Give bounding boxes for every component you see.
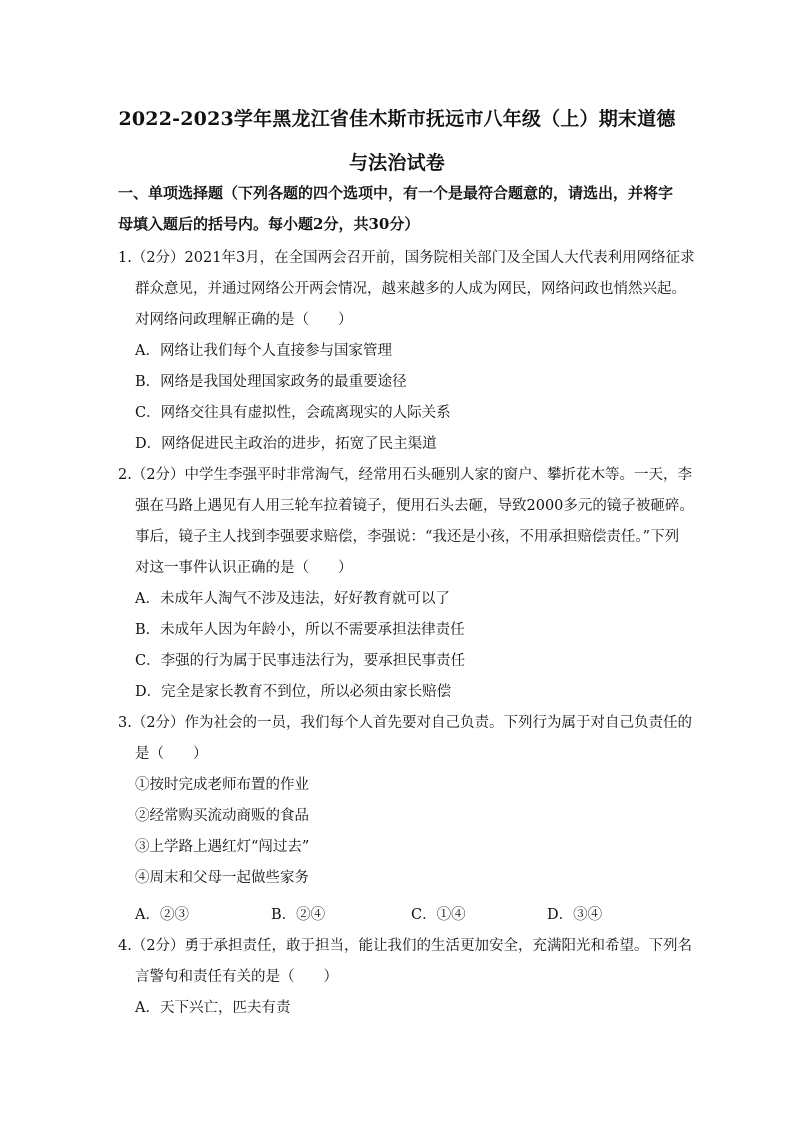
q3-option-b: B．②④: [271, 907, 326, 923]
q3-option-d: D．③④: [547, 907, 603, 923]
q3-line-2: 是（ ）: [135, 746, 208, 762]
q2-option-d: D．完全是家长教育不到位，所以必须由家长赔偿: [135, 684, 452, 700]
q1-line-1: 1.（2分）2021年3月，在全国两会召开前，国务院相关部门及全国人大代表利用网络征求: [118, 250, 695, 266]
exam-title-line1: 2022-2023学年黑龙江省佳木斯市抚远市八年级（上）期末道德: [118, 108, 676, 130]
q2-line-1: 2.（2分）中学生李强平时非常淘气，经常用石头砸别人家的窗户、攀折花木等。一天，李: [118, 467, 693, 483]
q3-item-3: ③上学路上遇红灯“闯过去”: [135, 839, 310, 855]
q4-option-a: A．天下兴亡，匹夫有责: [135, 1000, 291, 1016]
q2-option-b: B．未成年人因为年龄小，所以不需要承担法律责任: [135, 622, 465, 638]
q1-line-3: 对网络问政理解正确的是（ ）: [135, 312, 353, 328]
section-heading: 一、单项选择题（下列各题的四个选项中，有一个是最符合题意的，请选出，并将字母填入题后的括号内。每小题2分，共30分）: [118, 184, 674, 233]
q4-line-2: 言警句和责任有关的是（ ）: [135, 969, 338, 985]
q1-option-b: B．网络是我国处理国家政务的最重要途径: [135, 374, 407, 390]
q2-line-3: 事后，镜子主人找到李强要求赔偿，李强说：“我还是小孩，不用承担赔偿责任。”下列: [135, 529, 680, 545]
q1-line-2: 群众意见，并通过网络公开两会情况，越来越多的人成为网民，网络问政也悄然兴起。: [135, 281, 686, 297]
exam-title-line2: 与法治试卷: [348, 152, 445, 174]
q1-option-a: A．网络让我们每个人直接参与国家管理: [135, 343, 392, 359]
q2-line-2: 强在马路上遇见有人用三轮车拉着镜子，便用石头去砸，导致2000多元的镜子被砸碎。: [135, 498, 694, 514]
q3-option-c: C．①④: [411, 907, 466, 923]
q3-item-1: ①按时完成老师布置的作业: [135, 777, 309, 793]
q1-option-d: D．网络促进民主政治的进步，拓宽了民主渠道: [135, 436, 437, 452]
q2-line-4: 对这一事件认识正确的是（ ）: [135, 560, 353, 576]
q3-line-1: 3.（2分）作为社会的一员，我们每个人首先要对自己负责。下列行为属于对自己负责任的: [118, 715, 693, 731]
q2-option-a: A．未成年人淘气不涉及违法，好好教育就可以了: [135, 591, 450, 607]
q4-line-1: 4.（2分）勇于承担责任，敢于担当，能让我们的生活更加安全，充满阳光和希望。下列名: [118, 938, 693, 954]
q2-option-c: C．李强的行为属于民事违法行为，要承担民事责任: [135, 653, 466, 669]
q1-option-c: C．网络交往具有虚拟性，会疏离现实的人际关系: [135, 405, 451, 421]
q3-item-2: ②经常购买流动商贩的食品: [135, 808, 309, 824]
q3-option-a: A．②③: [135, 907, 189, 923]
q3-options-row: [135, 903, 635, 923]
q3-item-4: ④周末和父母一起做些家务: [135, 870, 309, 886]
